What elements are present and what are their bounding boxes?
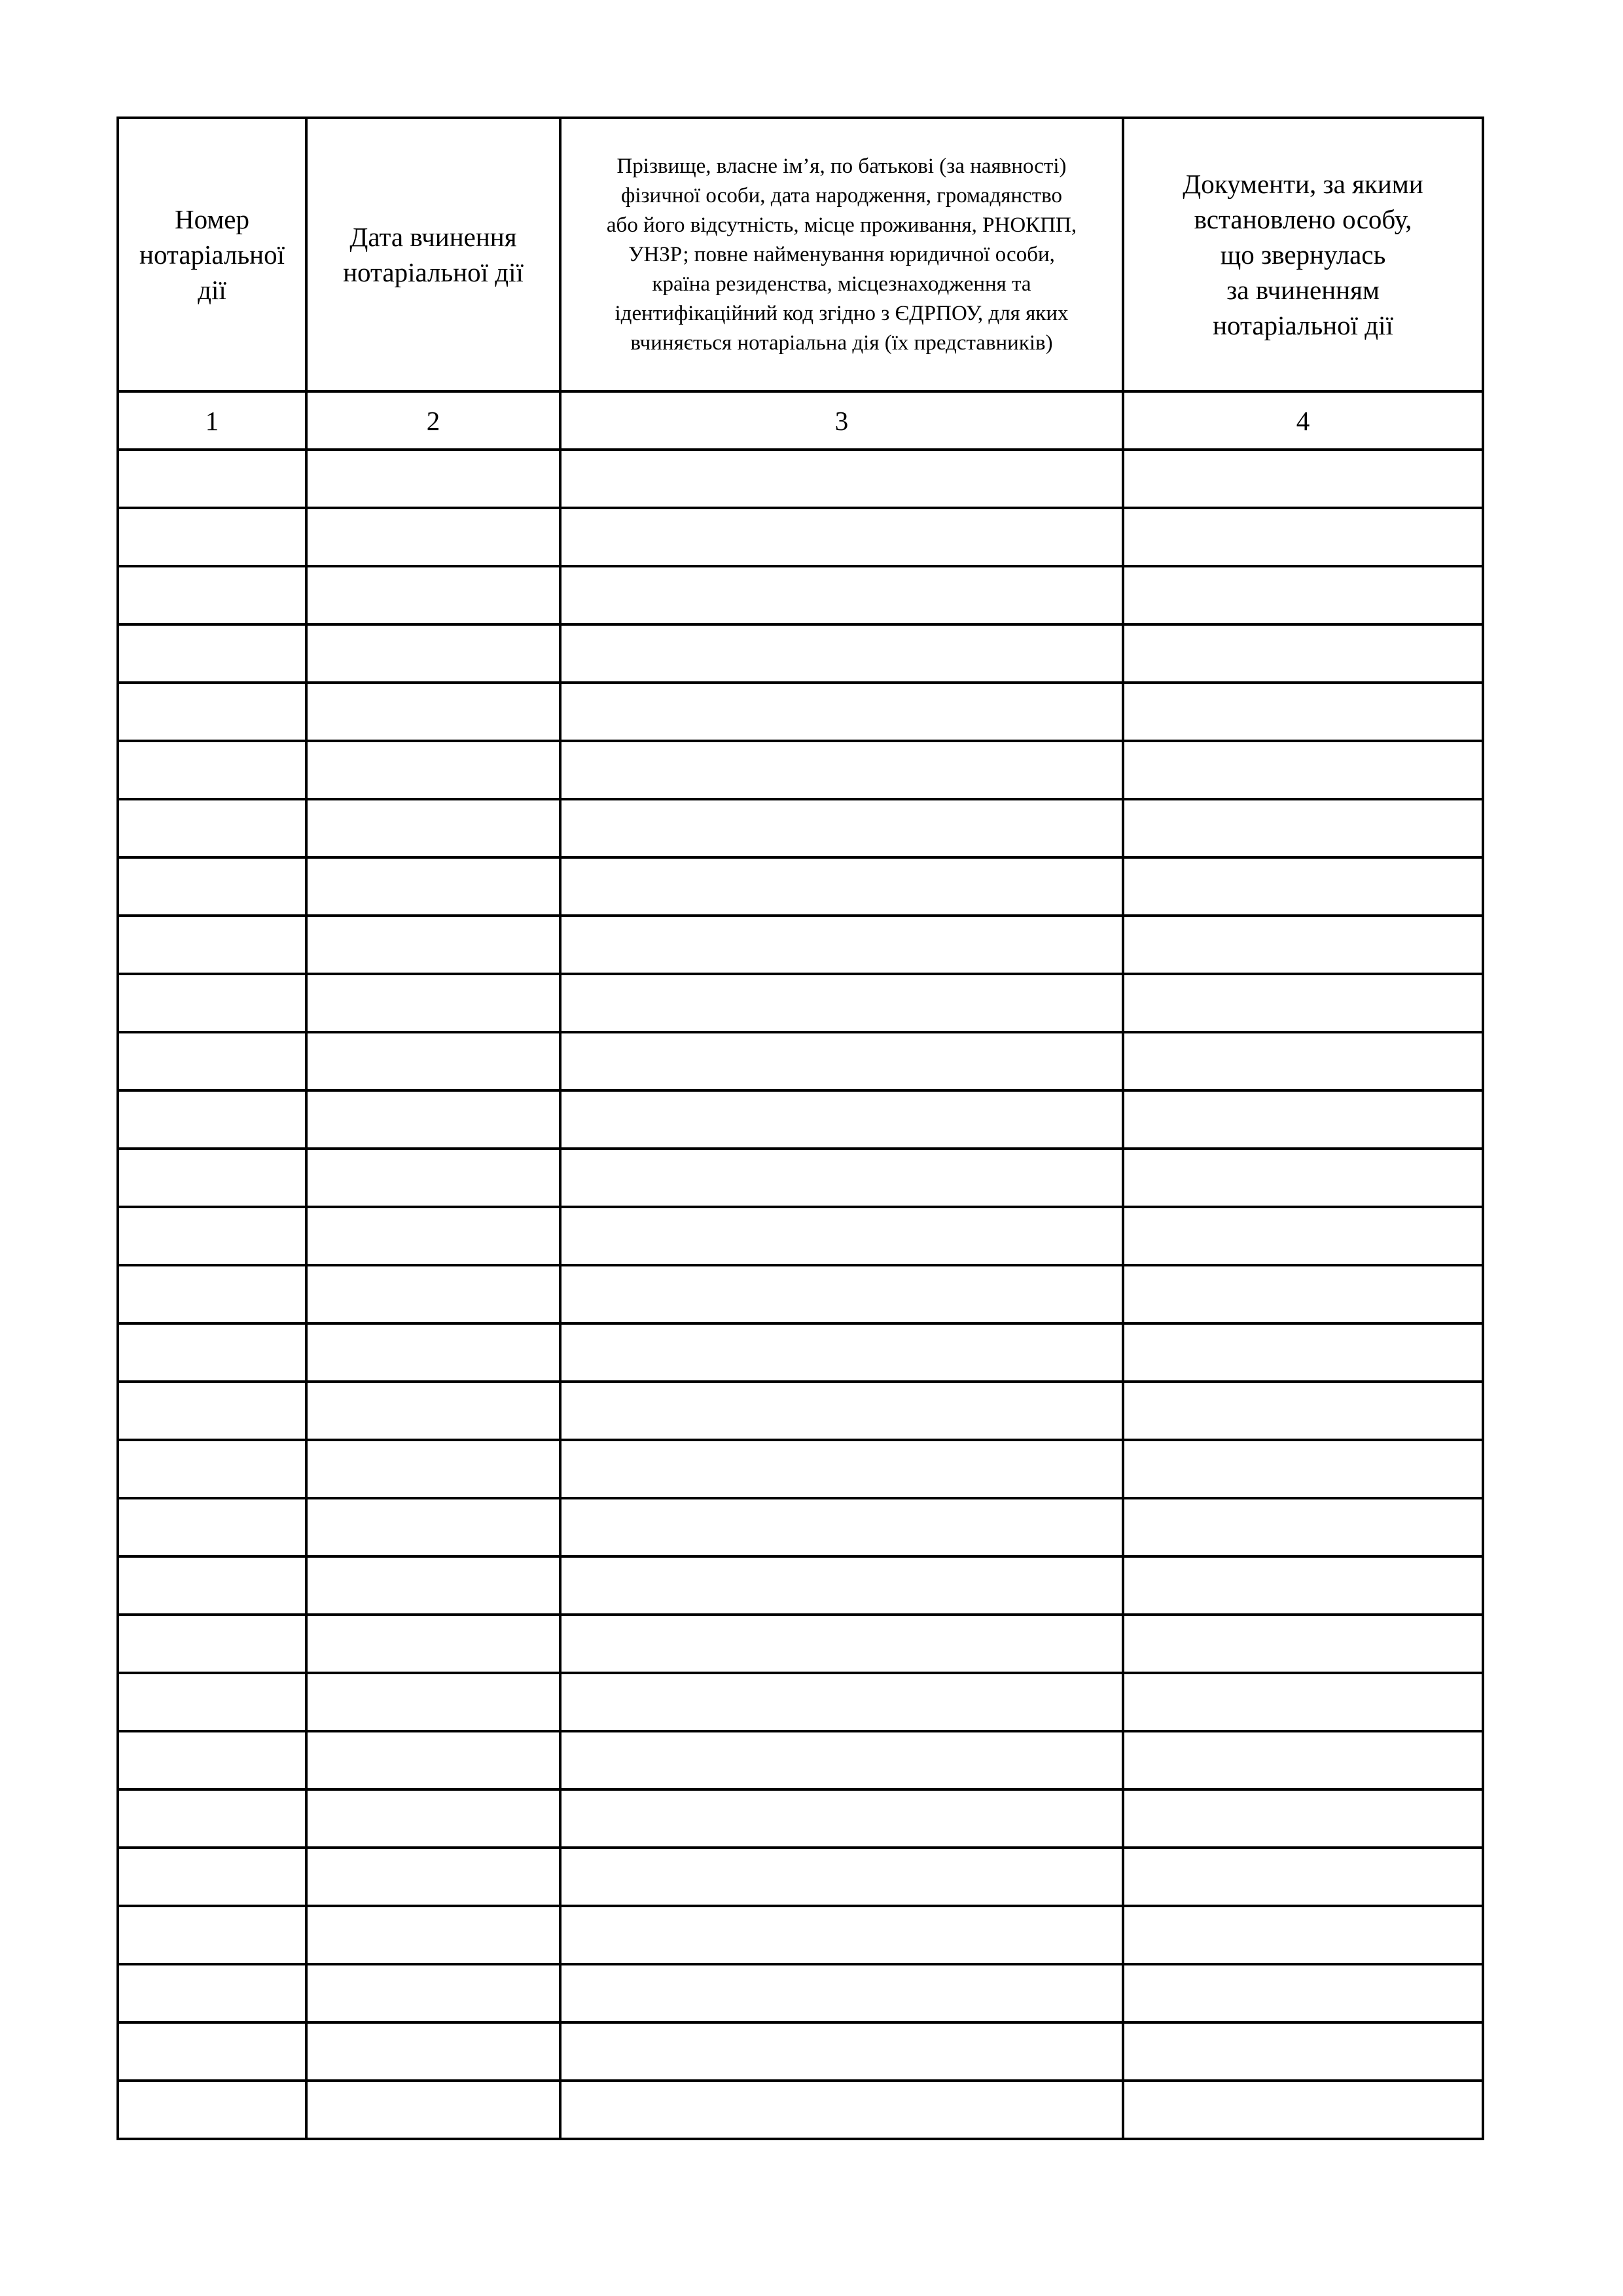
table-cell (118, 683, 306, 741)
table-cell (306, 624, 560, 683)
table-cell (306, 1323, 560, 1382)
table-cell (306, 1789, 560, 1848)
table-cell (1123, 1906, 1483, 1964)
table-row (118, 1440, 1483, 1498)
table-cell (560, 974, 1123, 1032)
table-row (118, 799, 1483, 857)
table-row (118, 1323, 1483, 1382)
table-cell (560, 566, 1123, 624)
table-row (118, 1382, 1483, 1440)
table-cell (306, 2081, 560, 2139)
table-cell (306, 1149, 560, 1207)
table-cell (118, 1207, 306, 1265)
table-cell (306, 508, 560, 566)
header-person-details: Прізвище, власне ім’я, по батькові (за наявності) фізичної особи, дата народження, громадянство або його відсутність, місце проживання, РНОКПП, УНЗР; повне найменування юридичної особи, країна резиденства, місцезнаходження та ідентифікаційний код згідно з ЄДРПОУ, для яких вчиняється нотаріальна дія (їх представників) (560, 118, 1123, 391)
table-cell (560, 1789, 1123, 1848)
table-cell (1123, 450, 1483, 508)
table-cell (560, 450, 1123, 508)
table-cell (306, 1615, 560, 1673)
table-row (118, 1149, 1483, 1207)
table-cell (1123, 741, 1483, 799)
table-cell (306, 1207, 560, 1265)
table-cell (118, 1673, 306, 1731)
table-row (118, 508, 1483, 566)
table-row (118, 450, 1483, 508)
table-cell (560, 2022, 1123, 2081)
table-cell (118, 1440, 306, 1498)
table-cell (306, 1440, 560, 1498)
table-row (118, 974, 1483, 1032)
table-cell (118, 1149, 306, 1207)
table-cell (560, 1731, 1123, 1789)
table-cell (1123, 1498, 1483, 1556)
table-row (118, 683, 1483, 741)
table-row (118, 1032, 1483, 1090)
table-cell (306, 1964, 560, 2022)
table-cell (118, 1848, 306, 1906)
table-cell (1123, 1090, 1483, 1149)
table-cell (118, 1032, 306, 1090)
table-row (118, 1090, 1483, 1149)
table-row (118, 857, 1483, 916)
table-cell (118, 2022, 306, 2081)
table-cell (118, 566, 306, 624)
notarial-register-table (116, 117, 1484, 2140)
table-cell (560, 1265, 1123, 1323)
column-number: 2 (306, 391, 560, 450)
table-cell (1123, 1556, 1483, 1615)
table-cell (118, 916, 306, 974)
table-cell (560, 1556, 1123, 1615)
table-cell (560, 1964, 1123, 2022)
table-cell (306, 1265, 560, 1323)
table-cell (118, 1615, 306, 1673)
table-cell (1123, 1789, 1483, 1848)
table-cell (118, 857, 306, 916)
table-cell (560, 1673, 1123, 1731)
column-number-row (118, 391, 1483, 450)
table-cell (118, 1265, 306, 1323)
table-cell (118, 1789, 306, 1848)
table-cell (118, 799, 306, 857)
table-cell (118, 450, 306, 508)
header-identity-documents: Документи, за якими встановлено особу, що звернулась за вчиненням нотаріальної дії (1123, 118, 1483, 391)
table-row (118, 2081, 1483, 2139)
table-cell (118, 1556, 306, 1615)
table-cell (1123, 1323, 1483, 1382)
table-cell (560, 857, 1123, 916)
table-cell (1123, 1032, 1483, 1090)
register-body (118, 450, 1483, 2139)
table-cell (1123, 508, 1483, 566)
table-row (118, 1265, 1483, 1323)
table-cell (1123, 1440, 1483, 1498)
table-cell (306, 450, 560, 508)
table-cell (560, 916, 1123, 974)
table-cell (306, 799, 560, 857)
table-cell (306, 1556, 560, 1615)
table-cell (560, 508, 1123, 566)
table-row (118, 624, 1483, 683)
header-row (118, 118, 1483, 391)
table-cell (560, 799, 1123, 857)
table-cell (560, 741, 1123, 799)
table-cell (1123, 566, 1483, 624)
table-cell (306, 566, 560, 624)
table-cell (1123, 857, 1483, 916)
table-row (118, 1556, 1483, 1615)
table-cell (306, 1498, 560, 1556)
table-row (118, 566, 1483, 624)
table-cell (1123, 624, 1483, 683)
table-cell (306, 683, 560, 741)
table-cell (306, 857, 560, 916)
table-cell (1123, 1731, 1483, 1789)
table-cell (306, 1848, 560, 1906)
table-row (118, 916, 1483, 974)
table-cell (560, 1498, 1123, 1556)
table-cell (560, 1848, 1123, 1906)
table-cell (118, 1731, 306, 1789)
table-cell (1123, 2081, 1483, 2139)
table-cell (1123, 1265, 1483, 1323)
table-cell (306, 1032, 560, 1090)
table-cell (118, 624, 306, 683)
table-row (118, 1964, 1483, 2022)
table-cell (118, 1323, 306, 1382)
column-number: 4 (1123, 391, 1483, 450)
column-number: 1 (118, 391, 306, 450)
table-cell (1123, 916, 1483, 974)
table-cell (560, 683, 1123, 741)
table-row (118, 1848, 1483, 1906)
table-cell (306, 1090, 560, 1149)
table-cell (560, 1615, 1123, 1673)
table-cell (118, 974, 306, 1032)
table-cell (118, 741, 306, 799)
table-cell (1123, 1382, 1483, 1440)
header-notarial-act-number: Номер нотаріальної дії (118, 118, 306, 391)
table-cell (560, 1382, 1123, 1440)
table-cell (1123, 799, 1483, 857)
table-cell (306, 741, 560, 799)
table-cell (560, 624, 1123, 683)
table-row (118, 1731, 1483, 1789)
table-cell (560, 1906, 1123, 1964)
column-number: 3 (560, 391, 1123, 450)
table-cell (1123, 1615, 1483, 1673)
table-cell (306, 1906, 560, 1964)
table-cell (1123, 2022, 1483, 2081)
table-row (118, 2022, 1483, 2081)
table-row (118, 1498, 1483, 1556)
table-row (118, 741, 1483, 799)
header-notarial-act-date: Дата вчинення нотаріальної дії (306, 118, 560, 391)
table-cell (306, 2022, 560, 2081)
table-row (118, 1207, 1483, 1265)
table-cell (560, 1207, 1123, 1265)
table-cell (118, 1090, 306, 1149)
table-cell (560, 1323, 1123, 1382)
table-cell (306, 1731, 560, 1789)
table-cell (560, 1090, 1123, 1149)
table-cell (1123, 1964, 1483, 2022)
table-cell (560, 1440, 1123, 1498)
table-cell (1123, 1149, 1483, 1207)
table-cell (306, 974, 560, 1032)
table-cell (1123, 1673, 1483, 1731)
table-cell (306, 916, 560, 974)
table-cell (118, 1498, 306, 1556)
table-cell (306, 1382, 560, 1440)
table-row (118, 1615, 1483, 1673)
table-cell (118, 1964, 306, 2022)
table-cell (118, 508, 306, 566)
table-cell (560, 1149, 1123, 1207)
table-row (118, 1673, 1483, 1731)
table-cell (1123, 974, 1483, 1032)
table-cell (560, 1032, 1123, 1090)
table-cell (118, 1906, 306, 1964)
table-cell (560, 2081, 1123, 2139)
table-cell (118, 1382, 306, 1440)
table-cell (1123, 1207, 1483, 1265)
table-cell (1123, 683, 1483, 741)
table-cell (306, 1673, 560, 1731)
table-cell (118, 2081, 306, 2139)
table-cell (1123, 1848, 1483, 1906)
table-row (118, 1789, 1483, 1848)
table-row (118, 1906, 1483, 1964)
